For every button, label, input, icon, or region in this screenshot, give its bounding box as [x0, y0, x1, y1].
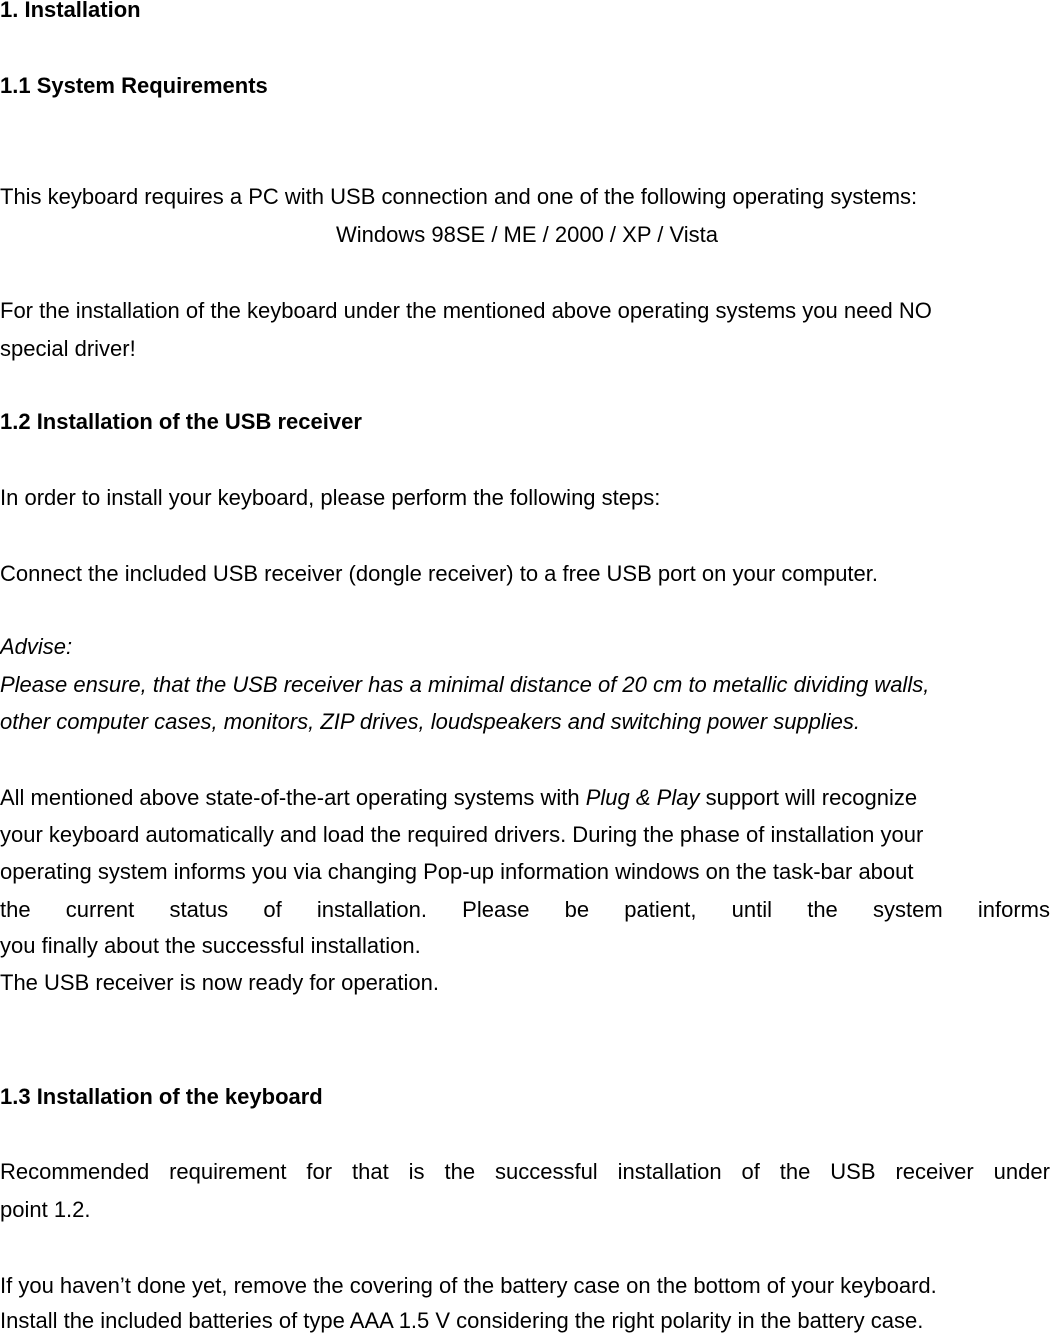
- heading-system-requirements: 1.1 System Requirements: [0, 73, 268, 98]
- word: that: [352, 1159, 389, 1184]
- word: be: [564, 897, 590, 922]
- word: is: [408, 1159, 425, 1184]
- paragraph-recommend-line-1: [0, 1159, 1050, 1185]
- paragraph-pnp-line-5: you finally about the successful installation.: [0, 933, 421, 958]
- word: for: [306, 1159, 333, 1184]
- paragraph-steps-intro: In order to install your keyboard, please perform the following steps:: [0, 485, 661, 510]
- word: the: [779, 1159, 811, 1184]
- paragraph-driver-line-1: For the installation of the keyboard under the mentioned above operating systems you need NO: [0, 298, 932, 323]
- advise-line-2: other computer cases, monitors, ZIP drives, loudspeakers and switching power supplies.: [0, 709, 861, 734]
- paragraph-pnp-line-3: operating system informs you via changing Pop-up information windows on the task-bar about: [0, 859, 914, 884]
- paragraph-recommend-line-2: point 1.2.: [0, 1197, 91, 1222]
- word: system: [872, 897, 943, 922]
- paragraph-pnp-line-4: [0, 897, 1050, 923]
- word: Recommended: [0, 1159, 150, 1184]
- word: Please: [462, 897, 530, 922]
- word: the: [0, 897, 31, 922]
- paragraph-receiver-ready: The USB receiver is now ready for operation.: [0, 970, 439, 995]
- word: requirement: [169, 1159, 287, 1184]
- word: informs: [977, 897, 1050, 922]
- paragraph-connect-receiver: Connect the included USB receiver (dongle receiver) to a free USB port on your computer.: [0, 561, 879, 586]
- heading-keyboard-installation: 1.3 Installation of the keyboard: [0, 1084, 323, 1109]
- heading-usb-receiver: 1.2 Installation of the USB receiver: [0, 409, 362, 434]
- advise-label: Advise:: [0, 634, 73, 659]
- word: current: [65, 897, 135, 922]
- word: patient,: [624, 897, 697, 922]
- word: under: [993, 1159, 1050, 1184]
- word: USB: [830, 1159, 876, 1184]
- paragraph-pnp-line-2: your keyboard automatically and load the required drivers. During the phase of installation your: [0, 822, 924, 847]
- paragraph-battery-line-2: Install the included batteries of type AAA 1.5 V considering the right polarity in the battery case.: [0, 1308, 924, 1333]
- pnp-text-after: support will recognize: [699, 785, 918, 810]
- paragraph-driver-line-2: special driver!: [0, 336, 136, 361]
- paragraph-system-requirements: This keyboard requires a PC with USB connection and one of the following operating systems:: [0, 184, 918, 209]
- word: status: [169, 897, 229, 922]
- paragraph-pnp-line-1: [0, 785, 917, 811]
- word: installation.: [316, 897, 427, 922]
- word: of: [741, 1159, 760, 1184]
- plug-and-play-term: Plug & Play: [585, 785, 700, 810]
- advise-line-1: Please ensure, that the USB receiver has a minimal distance of 20 cm to metallic dividing walls,: [0, 672, 930, 697]
- word: successful: [494, 1159, 598, 1184]
- word: until: [731, 897, 773, 922]
- os-list: Windows 98SE / ME / 2000 / XP / Vista: [336, 222, 718, 247]
- paragraph-battery-line-1: If you haven’t done yet, remove the covering of the battery case on the bottom of your keyboard.: [0, 1273, 937, 1298]
- pnp-text-before: All mentioned above state-of-the-art operating systems with: [0, 785, 586, 810]
- word: installation: [617, 1159, 722, 1184]
- word: the: [444, 1159, 476, 1184]
- heading-installation: 1. Installation: [0, 0, 141, 22]
- word: receiver: [895, 1159, 974, 1184]
- word: of: [263, 897, 282, 922]
- word: the: [807, 897, 838, 922]
